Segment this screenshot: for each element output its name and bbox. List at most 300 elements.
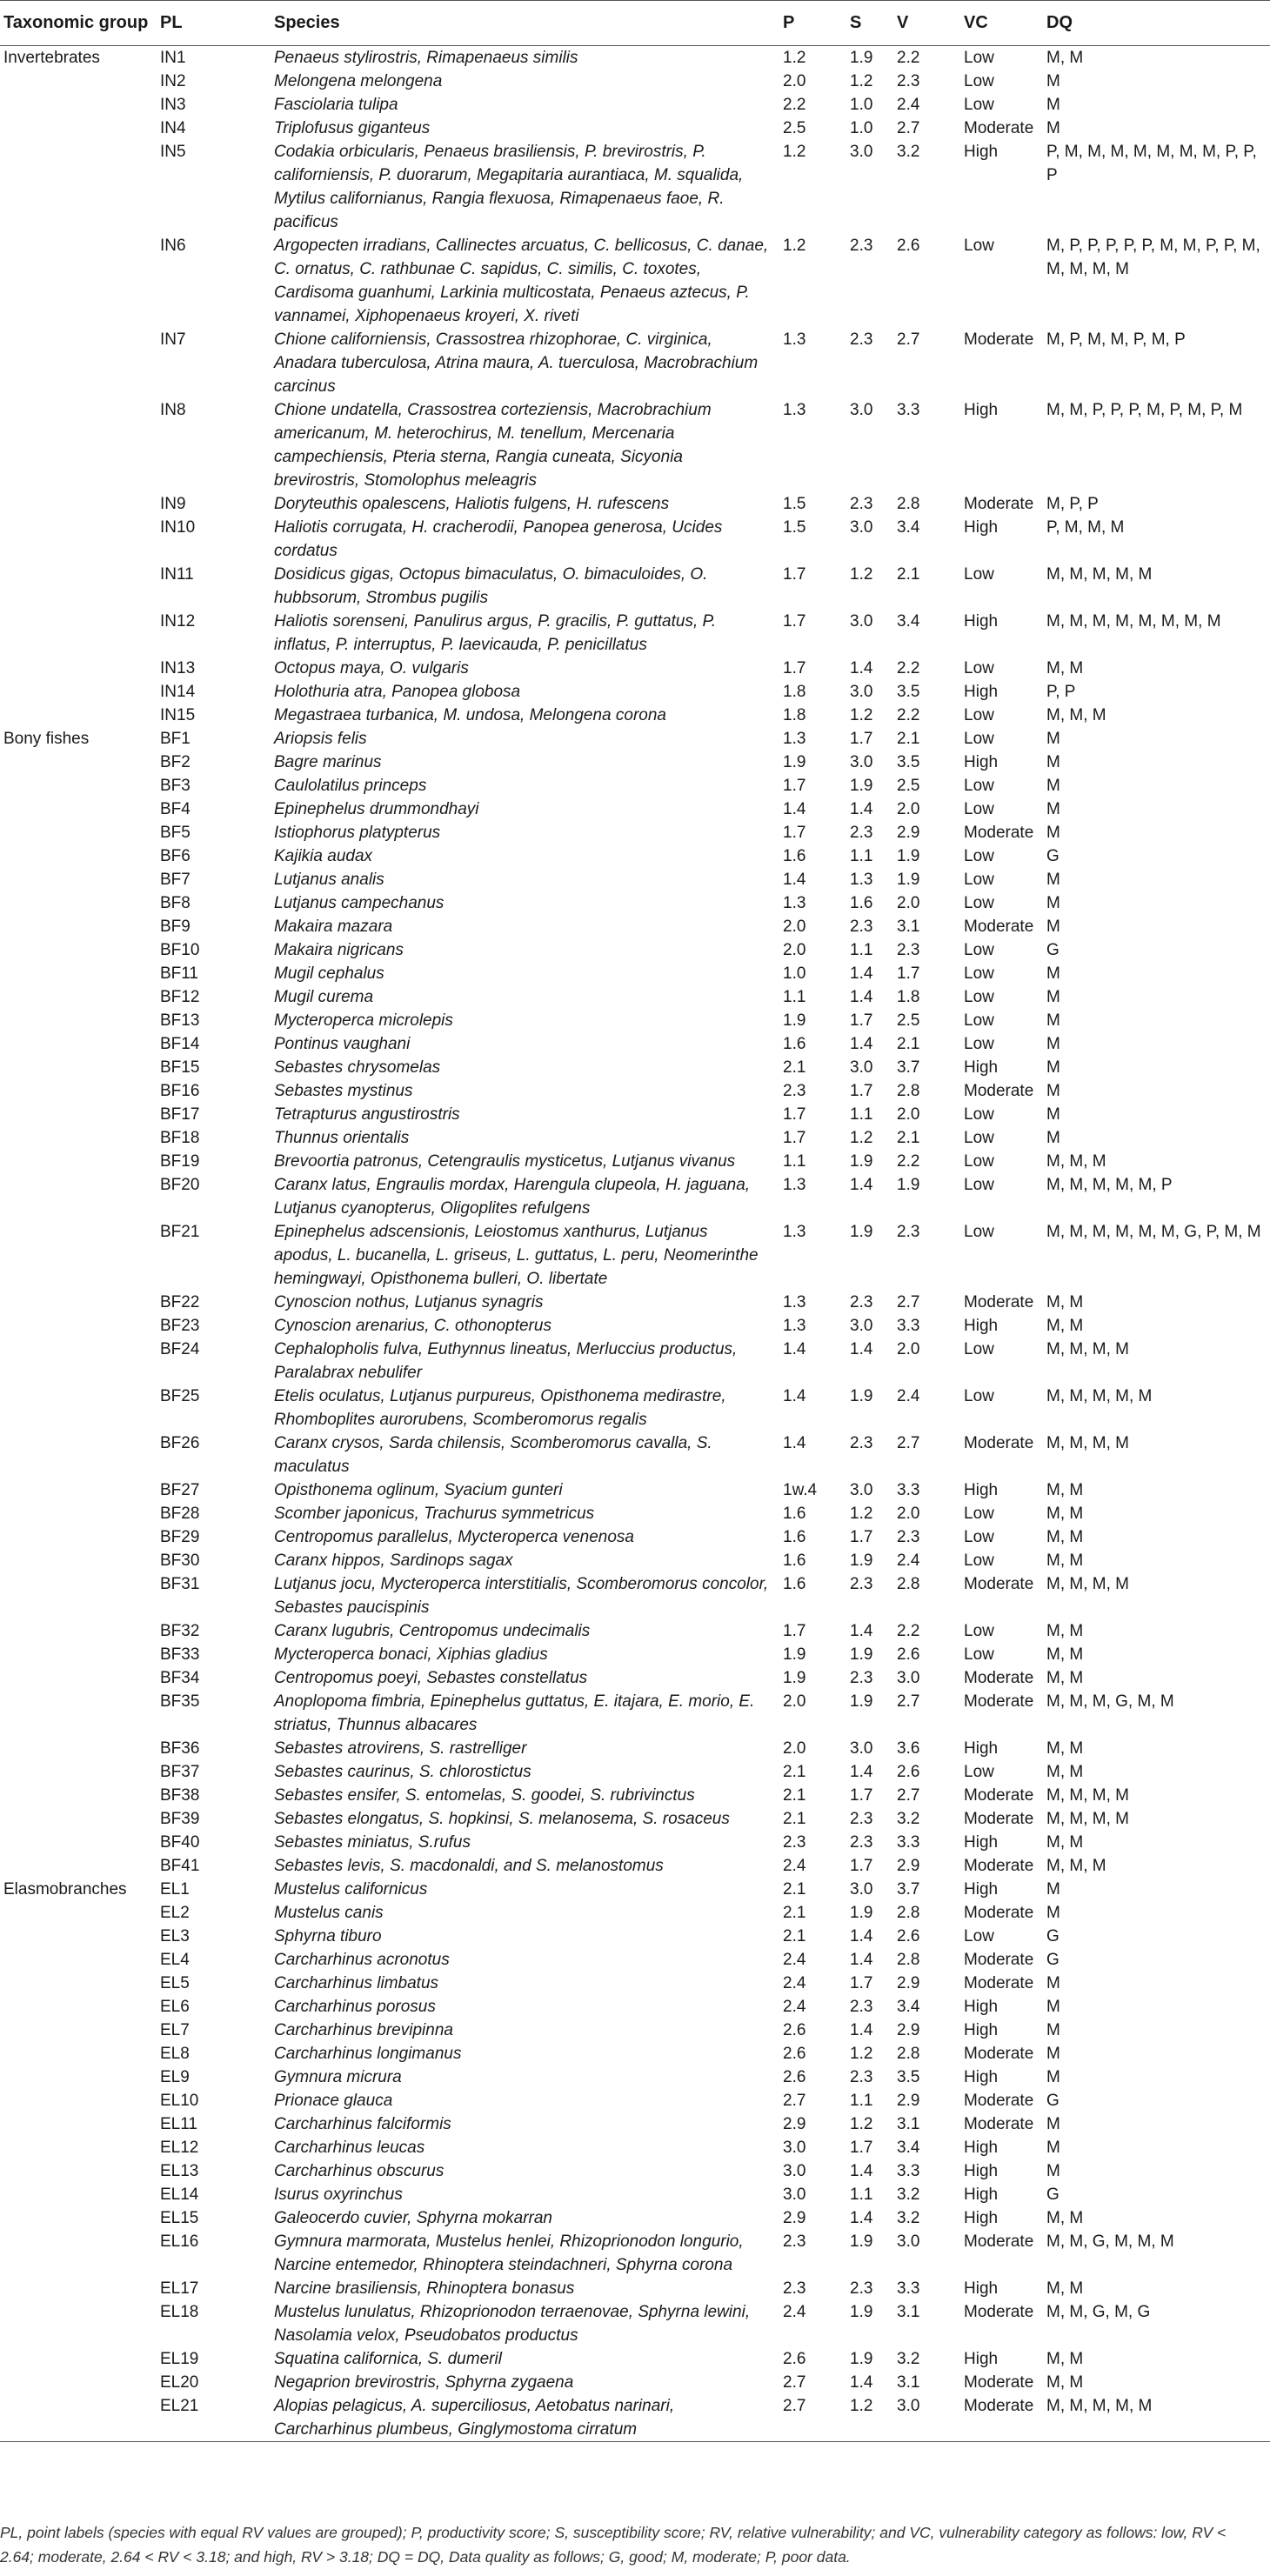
header-vc: VC	[960, 1, 1043, 46]
cell-vulnerability: 3.5	[897, 2068, 920, 2086]
cell-susceptibility: 2.3	[850, 1998, 873, 2016]
cell-vulnerability-category: Low	[964, 988, 994, 1006]
table-row	[0, 1831, 1270, 1854]
table-footnote: PL, point labels (species with equal RV values are grouped); P, productivity score; S, susceptibility score; RV, relative vulnerability; and VC, vulnerability category as follows: low, RV < 2.64; moderate, 2.64 < RV < 3.18; and high, RV > 3.18; DQ = DQ, Data quality as follows; G, good; M, moderate; P, poor data.	[0, 2523, 1227, 2566]
cell-productivity: 2.1	[783, 1927, 806, 1945]
cell-susceptibility: 1.9	[850, 49, 873, 67]
cell-point-label: IN14	[160, 683, 196, 701]
cell-vulnerability: 2.8	[897, 2045, 920, 2063]
cell-point-label: BF5	[160, 824, 190, 842]
cell-species: Epinephelus adscensionis, Leiostomus xanthurus, Lutjanus apodus, L. bucanella, L. griseus, L. guttatus, L. peru, Neomerinthe hemingwayi, Opisthonema bulleri, O. libertate	[274, 1223, 759, 1288]
cell-susceptibility: 3.0	[850, 1880, 873, 1899]
cell-point-label: EL11	[160, 2115, 197, 2133]
table-row	[0, 774, 1270, 797]
cell-point-label: IN8	[160, 401, 186, 419]
cell-species: Melongena melongena	[274, 72, 443, 90]
cell-productivity: 1.8	[783, 706, 806, 724]
cell-data-quality: M, M	[1046, 1293, 1084, 1311]
cell-point-label: BF37	[160, 1763, 200, 1781]
cell-point-label: IN4	[160, 119, 186, 137]
cell-productivity: 2.0	[783, 1692, 806, 1711]
cell-data-quality: M	[1046, 1904, 1060, 1922]
cell-data-quality: M, M	[1046, 1317, 1084, 1335]
table-row	[0, 1925, 1270, 1948]
cell-productivity: 2.1	[783, 1058, 806, 1077]
cell-vulnerability-category: Moderate	[964, 2232, 1034, 2251]
table-row	[0, 1737, 1270, 1760]
cell-productivity: 2.3	[783, 1833, 806, 1852]
cell-data-quality: M	[1046, 800, 1060, 818]
cell-data-quality: M	[1046, 2115, 1060, 2133]
header-p: P	[779, 1, 846, 46]
cell-point-label: BF11	[160, 964, 199, 983]
cell-productivity: 1.7	[783, 612, 806, 631]
cell-taxonomic-group	[0, 915, 157, 938]
cell-species: Istiophorus platypterus	[274, 824, 441, 842]
cell-vulnerability: 2.2	[897, 49, 920, 67]
table-row	[0, 1807, 1270, 1831]
cell-species: Chione undatella, Crassostrea corteziensis, Macrobrachium americanum, M. heterochirus, M. tenellum, Mercenaria campechiensis, Pteria sterna, Rangia cuneata, Sicyonia brevirostris, Stomolophus meleagris	[274, 401, 712, 490]
cell-productivity: 1.7	[783, 1129, 806, 1147]
cell-vulnerability-category: High	[964, 2021, 999, 2039]
cell-species: Centropomus poeyi, Sebastes constellatus	[274, 1669, 588, 1687]
cell-susceptibility: 1.9	[850, 1904, 873, 1922]
cell-vulnerability: 2.2	[897, 706, 920, 724]
cell-vulnerability: 1.8	[897, 988, 920, 1006]
cell-species: Kajikia audax	[274, 847, 373, 865]
cell-susceptibility: 3.0	[850, 1739, 873, 1758]
cell-vulnerability: 2.1	[897, 730, 920, 748]
cell-species: Mugil curema	[274, 988, 374, 1006]
table-row	[0, 2277, 1270, 2300]
table-row	[0, 1666, 1270, 1690]
table-row	[0, 915, 1270, 938]
cell-vulnerability: 2.3	[897, 72, 920, 90]
cell-point-label: BF41	[160, 1857, 200, 1875]
cell-vulnerability: 2.1	[897, 565, 920, 584]
cell-taxonomic-group	[0, 1854, 157, 1878]
cell-point-label: BF28	[160, 1505, 200, 1523]
cell-vulnerability-category: Moderate	[964, 330, 1034, 349]
cell-vulnerability-category: Moderate	[964, 1082, 1034, 1100]
cell-species: Sphyrna tiburo	[274, 1927, 382, 1945]
cell-vulnerability-category: High	[964, 2162, 999, 2180]
cell-vulnerability-category: High	[964, 612, 999, 631]
cell-susceptibility: 1.3	[850, 871, 873, 889]
cell-data-quality: M, M, M	[1046, 1152, 1106, 1171]
cell-point-label: BF18	[160, 1129, 200, 1147]
cell-point-label: BF4	[160, 800, 190, 818]
cell-data-quality: M	[1046, 777, 1060, 795]
cell-vulnerability: 2.7	[897, 119, 920, 137]
cell-vulnerability: 2.3	[897, 1528, 920, 1546]
cell-point-label: EL2	[160, 1904, 190, 1922]
cell-vulnerability-category: Moderate	[964, 2045, 1034, 2063]
table-row	[0, 985, 1270, 1009]
table-row	[0, 2159, 1270, 2183]
cell-taxonomic-group	[0, 1009, 157, 1032]
cell-point-label: EL13	[160, 2162, 199, 2180]
cell-vulnerability: 2.4	[897, 1552, 920, 1570]
cell-vulnerability-category: Low	[964, 1223, 994, 1241]
cell-vulnerability: 3.4	[897, 612, 920, 631]
cell-data-quality: M, M, M, M, M	[1046, 1387, 1153, 1405]
cell-vulnerability-category: Low	[964, 941, 994, 959]
cell-data-quality: P, P	[1046, 683, 1076, 701]
table-row	[0, 2136, 1270, 2159]
table-row	[0, 1431, 1270, 1478]
cell-vulnerability: 3.1	[897, 2373, 920, 2392]
cell-species: Thunnus orientalis	[274, 1129, 410, 1147]
cell-vulnerability-category: Low	[964, 800, 994, 818]
cell-point-label: BF26	[160, 1434, 200, 1452]
cell-susceptibility: 3.0	[850, 401, 873, 419]
cell-point-label: BF15	[160, 1058, 200, 1077]
cell-data-quality: M, M, M, M	[1046, 1434, 1129, 1452]
cell-productivity: 3.0	[783, 2139, 806, 2157]
cell-species: Sebastes ensifer, S. entomelas, S. goodei, S. rubrivinctus	[274, 1786, 695, 1805]
cell-point-label: BF14	[160, 1035, 200, 1053]
cell-species: Carcharhinus porosus	[274, 1998, 436, 2016]
table-row	[0, 704, 1270, 727]
cell-vulnerability: 3.0	[897, 1669, 920, 1687]
cell-taxonomic-group	[0, 1385, 157, 1431]
cell-vulnerability: 2.8	[897, 1575, 920, 1593]
cell-vulnerability-category: Moderate	[964, 1786, 1034, 1805]
table-row	[0, 563, 1270, 610]
cell-data-quality: M, M	[1046, 1763, 1084, 1781]
cell-productivity: 2.7	[779, 2394, 846, 2442]
cell-taxonomic-group	[0, 1150, 157, 1173]
cell-species: Gymnura marmorata, Mustelus henlei, Rhizoprionodon longurio, Narcine entemedor, Rhinoptera steindachneri, Sphyrna corona	[274, 2232, 744, 2274]
cell-productivity: 1.3	[783, 330, 806, 349]
cell-vulnerability-category: Moderate	[964, 2115, 1034, 2133]
cell-point-label: BF34	[160, 1669, 200, 1687]
cell-species: Triplofusus giganteus	[274, 119, 431, 137]
cell-susceptibility: 1.1	[850, 2092, 873, 2110]
cell-susceptibility: 1.0	[850, 96, 873, 114]
cell-vulnerability-category: Moderate	[964, 2303, 1034, 2321]
cell-susceptibility: 2.3	[850, 2068, 873, 2086]
cell-point-label: EL9	[160, 2068, 190, 2086]
cell-data-quality: M, P, M, M, P, M, P	[1046, 330, 1186, 349]
cell-point-label: IN6	[160, 237, 186, 255]
cell-susceptibility: 1.9	[850, 2232, 873, 2251]
cell-susceptibility: 2.3	[850, 1575, 873, 1593]
cell-taxonomic-group	[0, 1220, 157, 1291]
cell-susceptibility: 1.4	[850, 1035, 873, 1053]
cell-vulnerability: 2.7	[897, 1692, 920, 1711]
cell-vulnerability: 3.7	[897, 1880, 920, 1899]
cell-data-quality: M	[1046, 894, 1060, 912]
cell-data-quality: M	[1046, 119, 1060, 137]
cell-taxonomic-group	[0, 985, 157, 1009]
cell-point-label: BF7	[160, 871, 190, 889]
cell-taxonomic-group	[0, 70, 157, 93]
table-row	[0, 398, 1270, 492]
cell-data-quality: M	[1046, 2162, 1060, 2180]
cell-vulnerability: 3.2	[897, 2186, 920, 2204]
cell-vulnerability: 1.9	[897, 847, 920, 865]
cell-vulnerability: 2.3	[897, 941, 920, 959]
cell-data-quality: M	[1046, 730, 1060, 748]
cell-data-quality: M	[1046, 2139, 1060, 2157]
cell-data-quality: M	[1046, 1035, 1060, 1053]
cell-data-quality: M	[1046, 824, 1060, 842]
cell-species: Narcine brasiliensis, Rhinoptera bonasus	[274, 2279, 575, 2298]
cell-data-quality: M, M, M, M, M, M, G, P, M, M	[1046, 1223, 1261, 1241]
cell-susceptibility: 1.4	[850, 659, 873, 677]
cell-species: Mustelus californicus	[274, 1880, 428, 1899]
cell-susceptibility: 1.4	[850, 1763, 873, 1781]
cell-vulnerability-category: High	[964, 1998, 999, 2016]
cell-point-label: BF31	[160, 1575, 200, 1593]
table-row	[0, 2112, 1270, 2136]
cell-vulnerability: 3.0	[897, 2232, 920, 2251]
cell-species: Codakia orbicularis, Penaeus brasiliensis, P. brevirostris, P. californiensis, P. duorarum, Megapitaria aurantiaca, M. squalida, Mytilus californianus, Rangia flexuosa, Rimapenaeus faoe, R. pacificus	[274, 143, 744, 231]
cell-point-label: EL1	[160, 1880, 190, 1899]
cell-vulnerability: 3.0	[893, 2394, 960, 2442]
cell-productivity: 2.0	[783, 72, 806, 90]
cell-susceptibility: 1.4	[850, 1176, 873, 1194]
cell-susceptibility: 2.3	[850, 824, 873, 842]
cell-vulnerability: 3.5	[897, 753, 920, 771]
cell-vulnerability: 2.2	[897, 1152, 920, 1171]
cell-vulnerability-category: High	[964, 2209, 999, 2227]
table-body	[0, 46, 1270, 2442]
cell-species: Megastraea turbanica, M. undosa, Melongena corona	[274, 706, 666, 724]
cell-susceptibility: 3.0	[850, 1317, 873, 1335]
cell-vulnerability: 3.4	[897, 518, 920, 537]
table-row	[0, 1079, 1270, 1103]
cell-taxonomic-group	[0, 2136, 157, 2159]
cell-vulnerability: 2.0	[897, 800, 920, 818]
cell-vulnerability-category: Low	[964, 1763, 994, 1781]
cell-vulnerability-category: High	[964, 1880, 999, 1899]
table-row	[0, 727, 1270, 751]
table-row	[0, 234, 1270, 328]
cell-susceptibility: 1.2	[850, 72, 873, 90]
cell-taxonomic-group	[0, 1619, 157, 1643]
cell-productivity: 1.5	[783, 518, 806, 537]
table-row	[0, 1854, 1270, 1878]
cell-point-label: BF10	[160, 941, 200, 959]
cell-vulnerability: 2.4	[897, 96, 920, 114]
table-row	[0, 1173, 1270, 1220]
cell-vulnerability: 3.5	[897, 683, 920, 701]
cell-productivity: 1.7	[783, 565, 806, 584]
cell-taxonomic-group	[0, 1338, 157, 1385]
cell-point-label: IN12	[160, 612, 196, 631]
cell-data-quality: M, M	[1046, 1481, 1084, 1499]
cell-taxonomic-group: Bony fishes	[3, 730, 90, 748]
cell-point-label: BF38	[160, 1786, 200, 1805]
cell-species: Carcharhinus leucas	[274, 2139, 425, 2157]
cell-taxonomic-group	[0, 1948, 157, 1972]
cell-productivity: 1.4	[783, 1434, 806, 1452]
cell-data-quality: M, M, M	[1046, 706, 1106, 724]
table-header-row	[0, 1, 1270, 46]
cell-data-quality: M, M	[1046, 49, 1084, 67]
cell-data-quality: M, M	[1046, 659, 1084, 677]
cell-taxonomic-group	[0, 1572, 157, 1619]
cell-productivity: 1.3	[783, 894, 806, 912]
cell-productivity: 1.3	[783, 730, 806, 748]
table-row	[0, 1643, 1270, 1666]
cell-vulnerability: 2.7	[897, 1293, 920, 1311]
cell-vulnerability-category: Low	[964, 1387, 994, 1405]
cell-point-label: EL3	[160, 1927, 190, 1945]
cell-data-quality: M, M, G, M, G	[1046, 2303, 1151, 2321]
cell-susceptibility: 1.7	[850, 1011, 873, 1030]
cell-susceptibility: 1.2	[850, 565, 873, 584]
table-row	[0, 2347, 1270, 2371]
cell-species: Haliotis corrugata, H. cracherodii, Panopea generosa, Ucides cordatus	[274, 518, 723, 560]
cell-data-quality: M, M	[1046, 1552, 1084, 1570]
cell-susceptibility: 1.9	[850, 2350, 873, 2368]
cell-productivity: 1.7	[783, 1105, 806, 1124]
cell-vulnerability: 3.2	[897, 2350, 920, 2368]
cell-productivity: 1.3	[783, 1223, 806, 1241]
cell-data-quality: M, M, M, M	[1046, 1786, 1129, 1805]
cell-vulnerability-category: Low	[964, 871, 994, 889]
cell-vulnerability-category: Low	[964, 706, 994, 724]
cell-point-label: BF39	[160, 1810, 200, 1828]
cell-taxonomic-group	[0, 492, 157, 516]
cell-susceptibility: 1.9	[850, 2303, 873, 2321]
cell-susceptibility: 2.3	[850, 495, 873, 513]
cell-productivity: 1.3	[783, 1317, 806, 1335]
cell-taxonomic-group	[0, 2371, 157, 2394]
cell-species: Pontinus vaughani	[274, 1035, 411, 1053]
cell-vulnerability-category: Moderate	[964, 1669, 1034, 1687]
cell-susceptibility: 1.2	[850, 706, 873, 724]
cell-vulnerability-category: High	[964, 1058, 999, 1077]
cell-productivity: 2.1	[783, 1763, 806, 1781]
cell-productivity: 1.7	[783, 1622, 806, 1640]
cell-susceptibility: 1.4	[850, 800, 873, 818]
table-row	[0, 844, 1270, 868]
cell-productivity: 1.3	[783, 1176, 806, 1194]
cell-vulnerability-category: Moderate	[964, 495, 1034, 513]
cell-vulnerability-category: Low	[964, 1645, 994, 1664]
cell-taxonomic-group	[0, 1925, 157, 1948]
cell-susceptibility: 3.0	[850, 143, 873, 161]
cell-susceptibility: 2.3	[850, 1810, 873, 1828]
cell-taxonomic-group	[0, 1972, 157, 1995]
cell-species: Mugil cephalus	[274, 964, 384, 983]
cell-taxonomic-group	[0, 93, 157, 117]
cell-data-quality: G	[1046, 1951, 1059, 1969]
cell-susceptibility: 3.0	[850, 1481, 873, 1499]
table-row	[0, 1314, 1270, 1338]
cell-vulnerability: 2.7	[897, 1786, 920, 1805]
cell-species: Doryteuthis opalescens, Haliotis fulgens, H. rufescens	[274, 495, 670, 513]
cell-point-label: EL12	[160, 2139, 199, 2157]
cell-data-quality: G	[1046, 2092, 1059, 2110]
cell-data-quality: M	[1046, 1011, 1060, 1030]
cell-productivity: 2.1	[783, 1904, 806, 1922]
cell-taxonomic-group	[0, 563, 157, 610]
cell-data-quality: M, M	[1046, 2373, 1084, 2392]
cell-data-quality: M, M, G, M, M, M	[1046, 2232, 1174, 2251]
cell-productivity: 1.6	[783, 1552, 806, 1570]
cell-productivity: 2.3	[783, 2279, 806, 2298]
cell-taxonomic-group	[0, 2159, 157, 2183]
cell-vulnerability-category: Low	[964, 1528, 994, 1546]
table-row	[0, 2230, 1270, 2277]
cell-vulnerability-category: Moderate	[964, 1575, 1034, 1593]
cell-species: Sebastes caurinus, S. chlorostictus	[274, 1763, 531, 1781]
cell-species: Mycteroperca bonaci, Xiphias gladius	[274, 1645, 548, 1664]
cell-susceptibility: 1.4	[850, 2209, 873, 2227]
cell-taxonomic-group	[0, 398, 157, 492]
table-row	[0, 1103, 1270, 1126]
cell-productivity: 1.6	[783, 1505, 806, 1523]
cell-species: Cynoscion arenarius, C. othonopterus	[274, 1317, 551, 1335]
cell-point-label: BF17	[160, 1105, 200, 1124]
cell-taxonomic-group	[0, 610, 157, 657]
cell-vulnerability: 2.1	[897, 1129, 920, 1147]
cell-susceptibility: 1.2	[850, 2115, 873, 2133]
cell-species: Carcharhinus limbatus	[274, 1974, 439, 1992]
cell-susceptibility: 1.1	[850, 1105, 873, 1124]
cell-vulnerability-category: Moderate	[964, 1951, 1034, 1969]
cell-point-label: BF20	[160, 1176, 200, 1194]
cell-point-label: EL20	[160, 2373, 199, 2392]
cell-vulnerability: 2.8	[897, 1951, 920, 1969]
cell-susceptibility: 1.9	[850, 1645, 873, 1664]
table-row	[0, 1901, 1270, 1925]
cell-susceptibility: 1.1	[850, 941, 873, 959]
cell-vulnerability: 3.1	[897, 918, 920, 936]
table-row	[0, 1291, 1270, 1314]
cell-taxonomic-group	[0, 2277, 157, 2300]
cell-data-quality: M, M, M, M, M	[1046, 565, 1153, 584]
cell-species: Lutjanus analis	[274, 871, 384, 889]
cell-productivity: 2.1	[783, 1786, 806, 1805]
cell-productivity: 2.4	[783, 1857, 806, 1875]
cell-susceptibility: 1.4	[850, 2021, 873, 2039]
cell-point-label: BF23	[160, 1317, 200, 1335]
table-row	[0, 751, 1270, 774]
cell-species: Argopecten irradians, Callinectes arcuatus, C. bellicosus, C. danae, C. ornatus, C. rathbunae C. sapidus, C. similis, C. toxotes, Cardisoma guanhumi, Larkinia multicostata, Penaeus aztecus, P. vannamei, Xiphopenaeus kroyeri, X. riveti	[274, 237, 769, 325]
cell-susceptibility: 1.7	[850, 2139, 873, 2157]
cell-vulnerability: 3.3	[897, 1833, 920, 1852]
header-pl: PL	[157, 1, 271, 46]
cell-susceptibility: 1.4	[850, 988, 873, 1006]
cell-species: Sebastes mystinus	[274, 1082, 413, 1100]
cell-vulnerability: 2.3	[897, 1223, 920, 1241]
table-row	[0, 1784, 1270, 1807]
table-row	[0, 891, 1270, 915]
cell-vulnerability: 3.4	[897, 2139, 920, 2157]
cell-data-quality: M, M, M, M	[1046, 1810, 1129, 1828]
cell-data-quality: M	[1046, 2021, 1060, 2039]
cell-taxonomic-group	[0, 1666, 157, 1690]
table-row	[0, 1878, 1270, 1901]
cell-productivity: 2.6	[783, 2350, 806, 2368]
cell-productivity: 2.5	[783, 119, 806, 137]
cell-taxonomic-group	[0, 1173, 157, 1220]
cell-species: Opisthonema oglinum, Syacium gunteri	[274, 1481, 563, 1499]
cell-productivity: 2.3	[783, 1082, 806, 1100]
cell-data-quality: M, M	[1046, 1739, 1084, 1758]
table-row	[0, 2019, 1270, 2042]
cell-taxonomic-group	[0, 1291, 157, 1314]
table-row	[0, 1150, 1270, 1173]
cell-species: Bagre marinus	[274, 753, 382, 771]
